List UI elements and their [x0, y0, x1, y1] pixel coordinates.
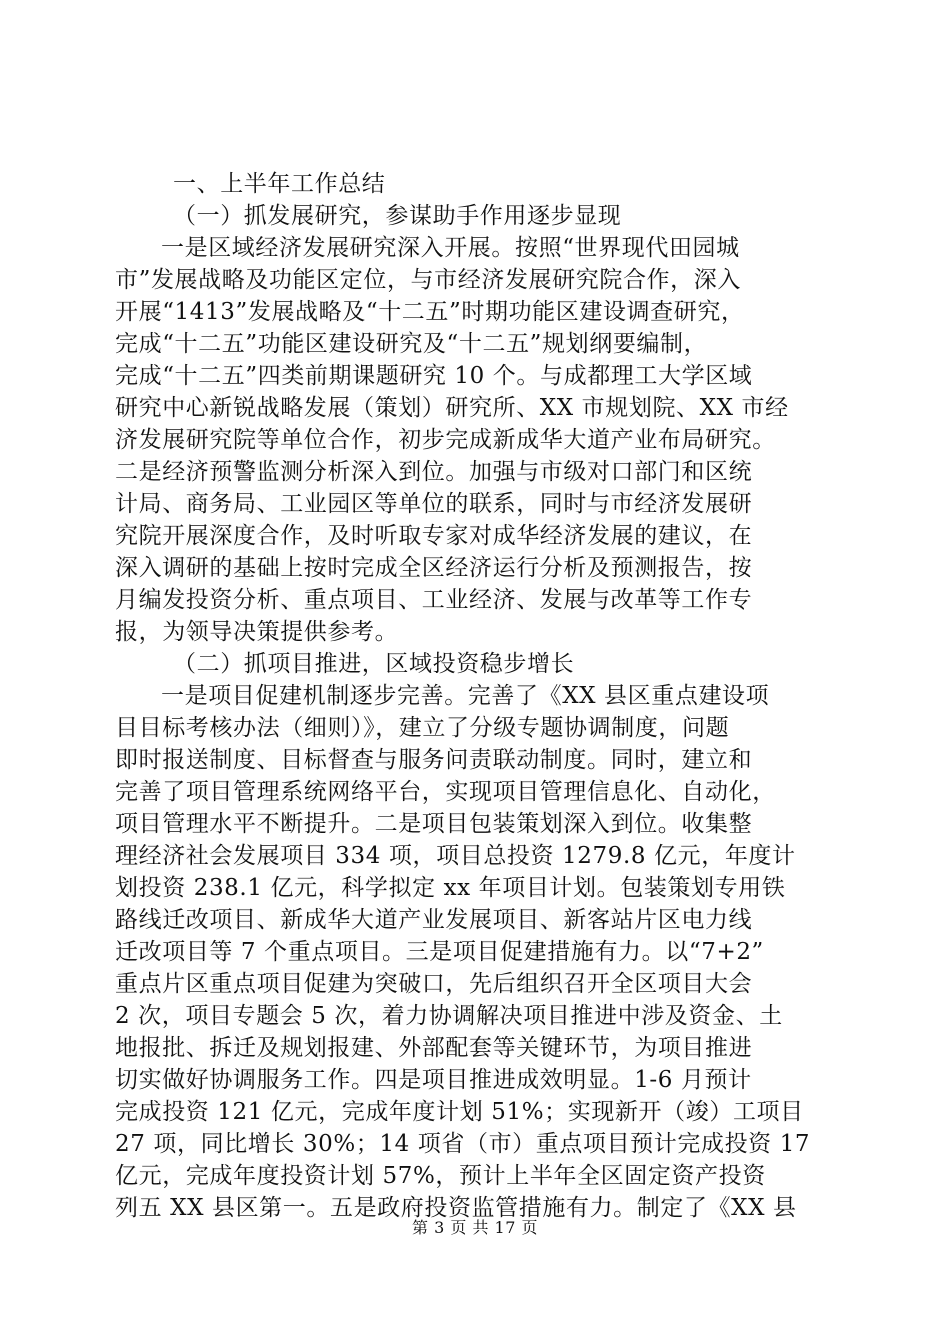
- paragraph-line: 27 项，同比增长 30%；14 项省（市）重点项目预计完成投资 17: [115, 1131, 811, 1157]
- paragraph-line: 二是经济预警监测分析深入到位。加强与市级对口部门和区统: [115, 459, 753, 485]
- paragraph-line: 完成投资 121 亿元，完成年度计划 51%；实现新开（竣）工项目: [115, 1099, 804, 1125]
- paragraph-line: 市”发展战略及功能区定位，与市经济发展研究院合作，深入: [115, 267, 741, 293]
- paragraph-line: 开展“1413”发展战略及“十二五”时期功能区建设调查研究，: [115, 299, 745, 325]
- document-body: [115, 168, 845, 1224]
- subsection-heading: （一）抓发展研究，参谋助手作用逐步显现: [173, 203, 622, 229]
- paragraph-line: 一是区域经济发展研究深入开展。按照“世界现代田园城: [161, 235, 740, 261]
- paragraph-line: 完善了项目管理系统网络平台，实现项目管理信息化、自动化，: [115, 779, 776, 805]
- paragraph-line: 究院开展深度合作，及时听取专家对成华经济发展的建议，在: [115, 523, 753, 549]
- paragraph-line: 报，为领导决策提供参考。: [115, 619, 399, 645]
- paragraph-line: 2 次，项目专题会 5 次，着力协调解决项目推进中涉及资金、土: [115, 1003, 783, 1029]
- paragraph-line: 重点片区重点项目促建为突破口，先后组织召开全区项目大会: [115, 971, 753, 997]
- section-heading: 一、上半年工作总结: [173, 171, 386, 197]
- paragraph-line: 一是项目促建机制逐步完善。完善了《XX 县区重点建设项: [161, 683, 770, 709]
- paragraph-line: 月编发投资分析、重点项目、工业经济、发展与改革等工作专: [115, 587, 753, 613]
- paragraph-line: 地报批、拆迁及规划报建、外部配套等关键环节，为项目推进: [115, 1035, 753, 1061]
- paragraph-line: 切实做好协调服务工作。四是项目推进成效明显。1-6 月预计: [115, 1067, 752, 1093]
- paragraph-line: 路线迁改项目、新成华大道产业发展项目、新客站片区电力线: [115, 907, 753, 933]
- paragraph-line: 完成“十二五”四类前期课题研究 10 个。与成都理工大学区域: [115, 363, 753, 389]
- paragraph-line: 迁改项目等 7 个重点项目。三是项目促建措施有力。以“7+2”: [115, 939, 764, 965]
- subsection-heading: （二）抓项目推进，区域投资稳步增长: [173, 651, 575, 677]
- paragraph-line: 即时报送制度、目标督查与服务问责联动制度。同时，建立和: [115, 747, 753, 773]
- paragraph-line: 划投资 238.1 亿元，科学拟定 xx 年项目计划。包装策划专用铁: [115, 875, 786, 901]
- paragraph-line: 济发展研究院等单位合作，初步完成新成华大道产业布局研究。: [115, 427, 776, 453]
- paragraph-line: 理经济社会发展项目 334 项，项目总投资 1279.8 亿元，年度计: [115, 843, 796, 869]
- paragraph-line: 计局、商务局、工业园区等单位的联系，同时与市经济发展研: [115, 491, 753, 517]
- paragraph-line: 目目标考核办法（细则）》，建立了分级专题协调制度，问题: [115, 715, 730, 741]
- paragraph-line: 研究中心新锐战略发展（策划）研究所、XX 市规划院、XX 市经: [115, 395, 789, 421]
- page-number-footer: 第 3 页 共 17 页: [412, 1218, 538, 1237]
- paragraph-line: 列五 XX 县区第一。五是政府投资监管措施有力。制定了《XX 县: [115, 1195, 797, 1221]
- paragraph-line: 完成“十二五”功能区建设研究及“十二五”规划纲要编制，: [115, 331, 708, 357]
- paragraph-line: 亿元，完成年度投资计划 57%，预计上半年全区固定资产投资: [115, 1163, 766, 1189]
- paragraph-line: 项目管理水平不断提升。二是项目包装策划深入到位。收集整: [115, 811, 753, 837]
- paragraph-line: 深入调研的基础上按时完成全区经济运行分析及预测报告，按: [115, 555, 753, 581]
